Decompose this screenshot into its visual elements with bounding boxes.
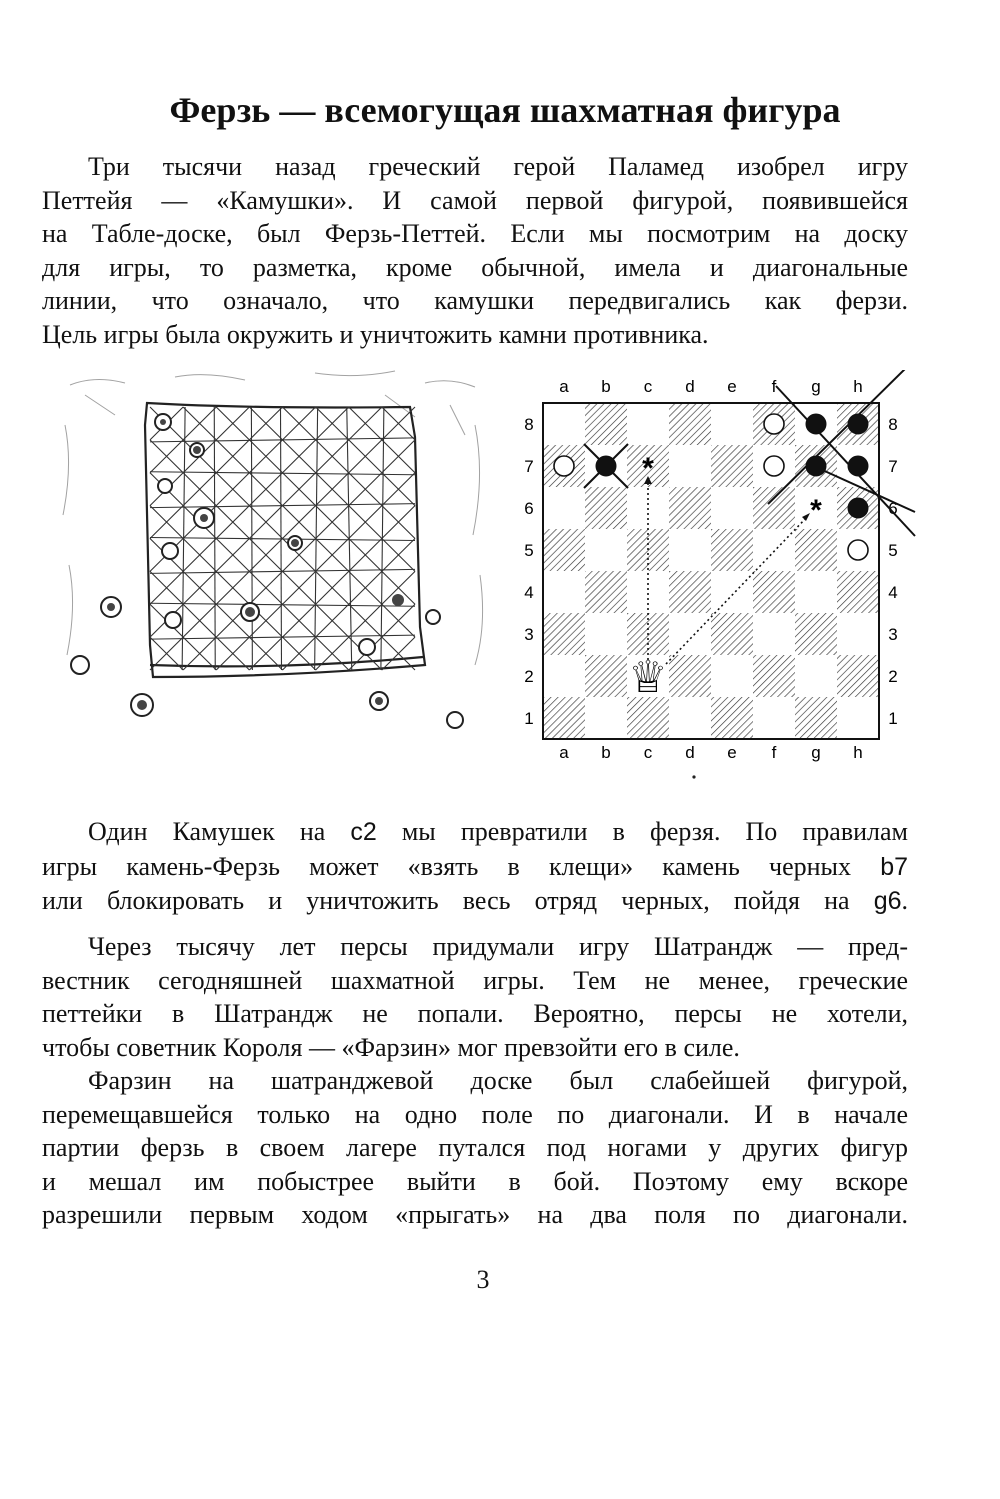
text-line: вестник сегодняшней шахматной игры. Тем не менее, греческие <box>42 965 908 995</box>
sketch-diagonal <box>349 506 382 539</box>
rank-label: 5 <box>888 541 898 560</box>
board-square <box>753 529 795 571</box>
text-line: Цель игры была окружить и уничтожить камни противника. <box>42 319 709 349</box>
board-square <box>627 697 669 739</box>
sketch-diagonal <box>316 407 349 440</box>
sketch-diagonal <box>183 637 216 670</box>
board-square <box>543 487 585 529</box>
rank-label: 3 <box>888 625 898 644</box>
board-square <box>543 697 585 739</box>
file-label: a <box>559 743 569 762</box>
board-square <box>543 571 585 613</box>
sketch-diagonal <box>216 637 249 670</box>
sketch-diagonal <box>382 506 415 539</box>
sketch-diagonal <box>249 506 282 539</box>
pettei-board-sketch <box>55 365 495 745</box>
file-label: e <box>727 377 737 396</box>
sketch-diagonal <box>216 473 249 506</box>
page-title: Ферзь — всемогущая шахматная фигура <box>169 90 841 130</box>
text-line: или блокировать и уничтожить весь отряд черных, пойдя на g6. <box>42 886 908 915</box>
sketch-diagonal <box>150 506 183 539</box>
square-c2: c2 <box>350 818 377 846</box>
text-line: Петтейя — «Камушки». И самой первой фигурой, появившейся <box>42 185 908 215</box>
sketch-diagonal <box>183 407 216 440</box>
board-square <box>837 697 879 739</box>
sketch-diagonal <box>249 539 282 572</box>
rank-label: 1 <box>888 709 898 728</box>
board-square <box>669 613 711 655</box>
file-label: h <box>853 377 863 396</box>
rank-label: 1 <box>524 709 534 728</box>
sketch-diagonal <box>283 440 316 473</box>
sketch-diagonal <box>349 407 382 440</box>
text-line: Через тысячу лет персы придумали игру Шатрандж — пред- <box>88 932 908 961</box>
board-square <box>753 571 795 613</box>
sketch-diagonal <box>183 604 216 637</box>
board-square <box>753 613 795 655</box>
board-square <box>669 403 711 445</box>
sketch-diagonal <box>316 506 349 539</box>
sketch-diagonal <box>349 571 382 604</box>
text-line: перемещавшейся только на одно поле по диагонали. И в начале <box>42 1099 908 1129</box>
sketch-diagonal <box>382 539 415 572</box>
file-label: f <box>771 377 777 396</box>
rank-label: 5 <box>524 541 534 560</box>
sketch-diagonal <box>283 604 316 637</box>
black-stone <box>848 414 868 434</box>
sketch-diagonal <box>150 571 183 604</box>
file-label: f <box>771 743 777 762</box>
board-square <box>711 697 753 739</box>
rank-label: 8 <box>524 415 534 434</box>
sketch-diagonal <box>183 539 216 572</box>
board-square <box>543 529 585 571</box>
white-stone <box>764 414 784 434</box>
file-label: e <box>727 743 737 762</box>
sketch-diagonal <box>316 637 349 670</box>
sketch-diagonal <box>283 473 316 506</box>
speck-dot <box>692 775 695 778</box>
sketch-diagonal <box>249 571 282 604</box>
board-square <box>711 529 753 571</box>
sketch-diagonal <box>316 539 349 572</box>
file-label: d <box>685 377 695 396</box>
text-line: и мешал им побыстрее выйти в бой. Поэтому ему вскоре <box>42 1166 908 1196</box>
sketch-diagonal <box>316 440 349 473</box>
black-stone <box>806 456 826 476</box>
board-square <box>585 571 627 613</box>
board-square <box>753 655 795 697</box>
board-square <box>669 655 711 697</box>
rank-label: 6 <box>524 499 534 518</box>
board-square <box>585 529 627 571</box>
white-stone <box>764 456 784 476</box>
sketch-diagonal <box>249 473 282 506</box>
board-square <box>795 613 837 655</box>
sketch-diagonal <box>349 539 382 572</box>
rank-label: 7 <box>524 457 534 476</box>
text-line: для игры, то разметка, кроме обычной, имела и диагональные <box>42 252 908 282</box>
board-square <box>669 529 711 571</box>
sketch-diagonal <box>316 473 349 506</box>
rank-label: 4 <box>888 583 898 602</box>
file-label: c <box>643 377 653 396</box>
board-square <box>585 487 627 529</box>
text-line: разрешили первым ходом «прыгать» на два поля по диагонали. <box>42 1200 908 1229</box>
board-square <box>711 655 753 697</box>
sketch-diagonal <box>382 407 415 440</box>
file-label: g <box>811 377 821 396</box>
board-square <box>711 571 753 613</box>
sketch-diagonal <box>382 637 415 670</box>
board-square <box>669 445 711 487</box>
sketch-diagonal <box>316 571 349 604</box>
black-stone <box>848 456 868 476</box>
board-square <box>669 697 711 739</box>
chess-diagram <box>510 370 920 790</box>
queen-icon: ♕ <box>628 653 668 702</box>
board-square <box>795 655 837 697</box>
sketch-diagonal <box>150 440 183 473</box>
rank-label: 2 <box>888 667 898 686</box>
board-square <box>837 571 879 613</box>
page-number: 3 <box>476 1265 490 1294</box>
square-g6: g6 <box>873 887 902 915</box>
sketch-diagonal <box>283 571 316 604</box>
sketch-diagonal <box>216 440 249 473</box>
black-stone <box>806 414 826 434</box>
board-square <box>795 571 837 613</box>
sketch-diagonal <box>349 440 382 473</box>
board-square <box>669 487 711 529</box>
board-square <box>837 655 879 697</box>
file-label: c <box>643 743 653 762</box>
board-square <box>543 403 585 445</box>
text-line: партии ферзь в своем лагере путался под ногами у других фигур <box>42 1133 908 1162</box>
rank-label: 8 <box>888 415 898 434</box>
sketch-diagonal <box>283 506 316 539</box>
text-line: петтейки в Шатрандж не попали. Вероятно, персы не хотели, <box>42 999 908 1028</box>
sketch-diagonal <box>382 604 415 637</box>
board-square <box>711 445 753 487</box>
target-marker: * <box>642 452 654 485</box>
sketch-diagonal <box>216 571 249 604</box>
file-label: b <box>601 743 611 762</box>
board-square <box>837 613 879 655</box>
file-label: b <box>601 377 611 396</box>
rank-label: 3 <box>524 625 534 644</box>
rank-label: 6 <box>888 499 898 518</box>
square-b7: b7 <box>880 852 908 881</box>
black-stone <box>848 498 868 518</box>
board-square <box>585 403 627 445</box>
text-line: игры камень-Ферзь может «взять в клещи» камень черных b7 <box>42 851 908 881</box>
sketch-diagonal <box>316 604 349 637</box>
paragraph-farzin <box>42 1064 908 1232</box>
sketch-diagonal <box>183 473 216 506</box>
board-square <box>753 487 795 529</box>
board-square <box>795 697 837 739</box>
sketch-diagonal <box>249 440 282 473</box>
file-label: g <box>811 743 821 762</box>
board-square <box>795 529 837 571</box>
text-line: Три тысячи назад греческий герой Паламед изобрел игру <box>88 152 908 181</box>
sketch-diagonal <box>183 571 216 604</box>
text-line: на Табле-доске, был Ферзь-Петтей. Если мы посмотрим на доску <box>42 219 908 248</box>
white-stone <box>848 540 868 560</box>
board-square <box>669 571 711 613</box>
sketch-diagonal <box>382 473 415 506</box>
board-square <box>753 697 795 739</box>
board-square <box>711 613 753 655</box>
file-label: h <box>853 743 863 762</box>
text-line: Фарзин на шатранджевой доске был слабейшей фигурой, <box>88 1066 908 1095</box>
board-square <box>711 403 753 445</box>
board-square <box>627 571 669 613</box>
sketch-diagonal <box>249 407 282 440</box>
paragraph-queen-move <box>42 815 908 919</box>
sketch-diagonal <box>382 440 415 473</box>
sketch-diagonal <box>283 407 316 440</box>
rank-label: 7 <box>888 457 898 476</box>
board-square <box>543 613 585 655</box>
intro-paragraph <box>42 150 908 351</box>
paragraph-shatranj <box>42 930 908 1064</box>
rank-label: 2 <box>524 667 534 686</box>
file-label: a <box>559 377 569 396</box>
target-marker: * <box>810 494 822 527</box>
sketch-diagonal <box>216 407 249 440</box>
rank-label: 4 <box>524 583 534 602</box>
board-square <box>585 655 627 697</box>
sketch-diagonal <box>349 473 382 506</box>
sketch-diagonal <box>216 539 249 572</box>
text-line: чтобы советник Короля — «Фарзин» мог превзойти его в силе. <box>42 1032 740 1062</box>
black-stone <box>596 456 616 476</box>
board-square <box>711 487 753 529</box>
text-line: линии, что означало, что камушки передвигались как ферзи. <box>42 286 908 315</box>
board-square <box>585 613 627 655</box>
file-label: d <box>685 743 695 762</box>
sketch-diagonal <box>349 604 382 637</box>
board-square <box>585 697 627 739</box>
white-stone <box>554 456 574 476</box>
sketch-diagonal <box>216 506 249 539</box>
board-square <box>543 655 585 697</box>
board-square <box>627 403 669 445</box>
text-line: Один Камушек на c2 мы превратили в ферзя. По правилам <box>88 817 908 846</box>
